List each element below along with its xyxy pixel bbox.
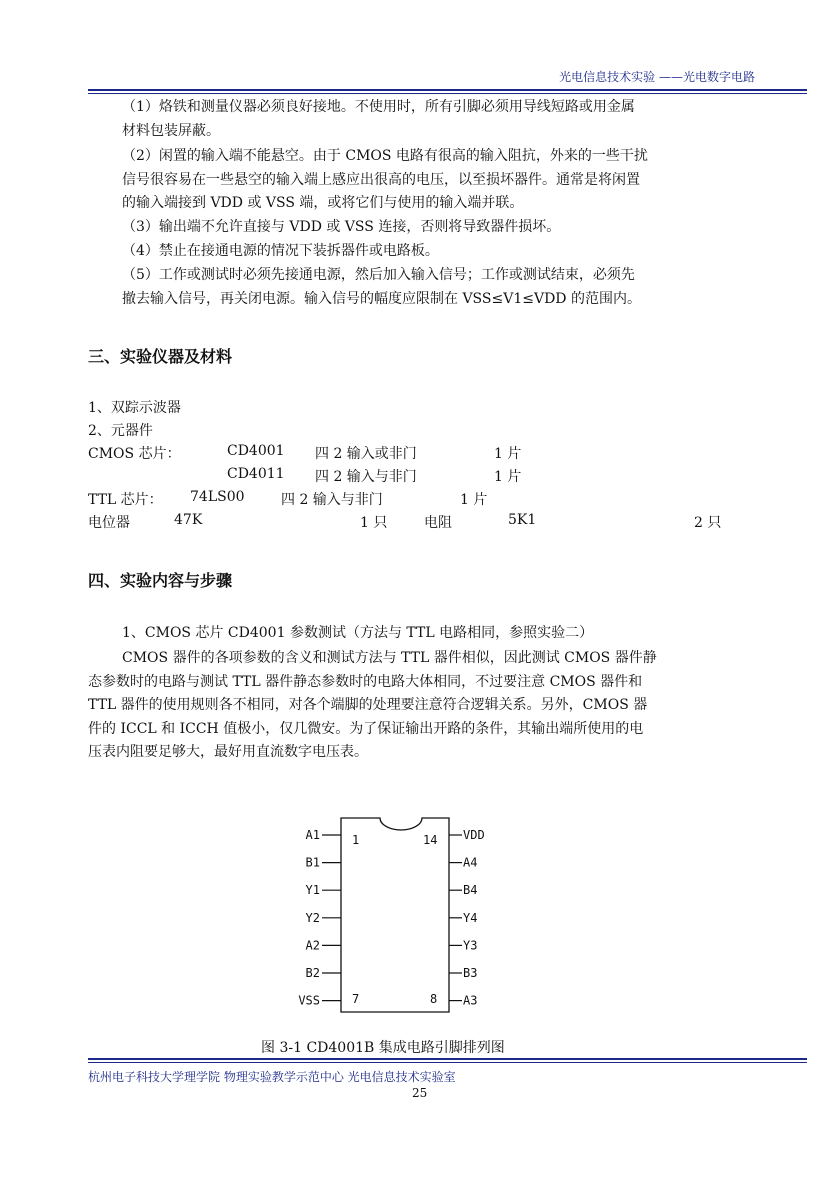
ls00-desc: 四 2 输入与非门 bbox=[281, 492, 383, 508]
potentiometer-qty: 1 只 bbox=[360, 515, 388, 531]
right-pin-group bbox=[449, 828, 485, 1008]
cd4011-qty: 1 片 bbox=[494, 469, 522, 485]
rule-2-line-3: 的输入端接到 VDD 或 VSS 端，或将它们与使用的输入端并联。 bbox=[122, 195, 524, 211]
pin-number-7: 7 bbox=[352, 992, 360, 1006]
page-header-title: 光电信息技术实验 ——光电数字电路 bbox=[559, 70, 755, 84]
cd4001-qty: 1 片 bbox=[494, 446, 522, 462]
step-1-body-line-5: 压表内阻要足够大，最好用直流数字电压表。 bbox=[88, 744, 368, 760]
step-1-body-line-4: 件的 ICCL 和 ICCH 值极小，仅几微安。为了保证输出开路的条件，其输出端所使用的电 bbox=[88, 720, 644, 737]
step-1-body-line-1: CMOS 器件的各项参数的含义和测试方法与 TTL 器件相似，因此测试 CMOS 器件静 bbox=[122, 650, 657, 666]
potentiometer-label: 电位器 bbox=[88, 515, 130, 531]
footer-rule-thick bbox=[88, 1058, 807, 1060]
rule-2-line-2: 信号很容易在一些悬空的输入端上感应出很高的电压，以至损坏器件。通常是将闲置 bbox=[122, 171, 640, 188]
rule-1-line-1: （1）烙铁和测量仪器必须良好接地。不使用时，所有引脚必须用导线短路或用金属 bbox=[122, 99, 635, 115]
pin-number-1: 1 bbox=[352, 833, 360, 847]
pin-number-8: 8 bbox=[430, 992, 438, 1006]
cd4001-part: CD4001 bbox=[227, 443, 285, 459]
right-pin-label: Y4 bbox=[463, 910, 478, 925]
left-pin-label: VSS bbox=[298, 993, 320, 1008]
left-pin-label: A1 bbox=[305, 828, 320, 842]
page-number: 25 bbox=[412, 1086, 428, 1100]
footer-institution: 杭州电子科技大学理学院 物理实验教学示范中心 光电信息技术实验室 bbox=[88, 1070, 456, 1084]
right-pin-label: VDD bbox=[463, 828, 485, 842]
rule-5-line-1: （5）工作或测试时必须先接通电源，然后加入输入信号；工作或测试结束，必须先 bbox=[122, 267, 635, 283]
ls00-qty: 1 片 bbox=[460, 492, 488, 508]
potentiometer-value: 47K bbox=[174, 512, 203, 528]
right-pin-label: A4 bbox=[463, 855, 478, 870]
section-4-title: 四、实验内容与步骤 bbox=[88, 571, 233, 590]
materials-item-1: 1、双踪示波器 bbox=[88, 400, 181, 416]
rule-1-line-2: 材料包装屏蔽。 bbox=[122, 122, 220, 139]
left-pin-label: A2 bbox=[305, 938, 320, 953]
rule-5-line-2: 撤去输入信号，再关闭电源。输入信号的幅度应限制在 VSS≤V1≤VDD 的范围内。 bbox=[122, 290, 641, 307]
resistor-value: 5K1 bbox=[508, 512, 537, 528]
left-pin-label: Y1 bbox=[305, 883, 320, 898]
ls00-part: 74LS00 bbox=[190, 489, 245, 505]
rule-4-line-1: （4）禁止在接通电源的情况下装拆器件或电路板。 bbox=[122, 243, 439, 259]
left-pin-label: B1 bbox=[305, 855, 320, 870]
resistor-label: 电阻 bbox=[424, 515, 452, 531]
cd4001-desc: 四 2 输入或非门 bbox=[315, 446, 417, 462]
section-3-title: 三、实验仪器及材料 bbox=[88, 347, 233, 366]
cd4011-desc: 四 2 输入与非门 bbox=[315, 469, 417, 485]
pin-number-14: 14 bbox=[423, 833, 438, 847]
left-pin-label: Y2 bbox=[305, 910, 320, 925]
ttl-chip-label: TTL 芯片： bbox=[88, 492, 163, 508]
step-1-body-line-3: TTL 器件的使用规则各不相同，对各个端脚的处理要注意符合逻辑关系。另外，CMOS 器 bbox=[88, 697, 648, 713]
resistor-qty: 2 只 bbox=[694, 515, 722, 531]
step-1-title: 1、CMOS 芯片 CD4001 参数测试（方法与 TTL 电路相同，参照实验二） bbox=[122, 625, 594, 641]
rule-3-line-1: （3）输出端不允许直接与 VDD 或 VSS 连接，否则将导致器件损坏。 bbox=[122, 219, 561, 235]
step-1-body-line-2: 态参数时的电路与测试 TTL 器件静态参数时的电路大体相同，不过要注意 CMOS 器件和 bbox=[88, 673, 643, 690]
right-pin-label: B4 bbox=[463, 883, 478, 898]
right-pin-label: A3 bbox=[463, 993, 478, 1008]
figure-caption: 图 3-1 CD4001B 集成电路引脚排列图 bbox=[261, 1040, 505, 1056]
cmos-chip-label: CMOS 芯片： bbox=[88, 446, 181, 462]
left-pin-label: B2 bbox=[305, 966, 320, 980]
rule-2-line-1: （2）闲置的输入端不能悬空。由于 CMOS 电路有很高的输入阻抗，外来的一些干扰 bbox=[122, 148, 648, 164]
right-pin-label: B3 bbox=[463, 966, 478, 980]
materials-item-2: 2、元器件 bbox=[88, 423, 153, 439]
left-pin-group bbox=[298, 828, 341, 1008]
footer-rule-thin bbox=[88, 1062, 807, 1063]
chip-body bbox=[341, 818, 449, 1012]
right-pin-label: Y3 bbox=[463, 938, 478, 953]
cd4011-part: CD4011 bbox=[227, 466, 285, 482]
